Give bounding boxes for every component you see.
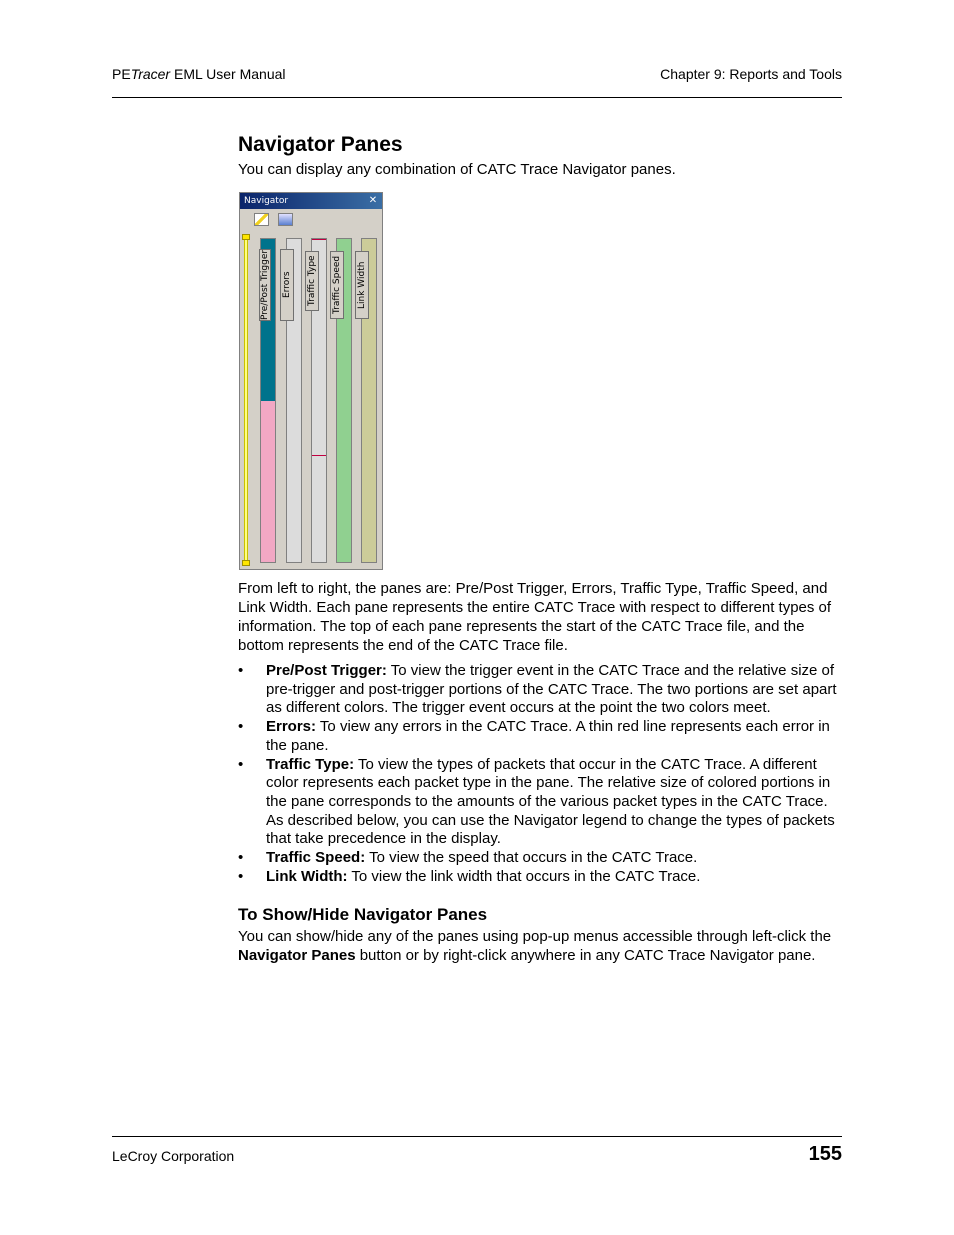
pane-bullets	[238, 662, 842, 886]
bullet-item	[238, 868, 842, 887]
bullet-item	[238, 756, 842, 850]
description-block	[238, 579, 842, 655]
navigator-panes-term: Navigator Panes	[238, 947, 356, 964]
bullet-text: To view the trigger event in the CATC Trace and the relative size of pre-trigger and post-trigger portions of the CATC Trace. The two portions are set apart as different colors. The trigger event occurs at the point the two colors meet.	[266, 662, 837, 717]
bullet-text: To view the speed that occurs in the CATC Trace.	[365, 849, 698, 867]
bullet-term: Pre/Post Trigger:	[266, 662, 387, 679]
pane-label-errors: Errors	[280, 249, 294, 321]
pane-label-pre-post-trigger: Pre/Post Trigger	[260, 249, 270, 321]
product-prefix: PE	[112, 66, 131, 82]
footer-rule	[112, 1136, 842, 1137]
subsection-title: To Show/Hide Navigator Panes	[238, 905, 488, 924]
bullet-text: To view the link width that occurs in the CATC Trace.	[347, 867, 701, 885]
pane-traffic-speed[interactable]	[332, 238, 352, 563]
navigator-legend-button[interactable]	[278, 213, 293, 226]
bullet-term: Errors:	[266, 718, 317, 736]
navigator-title: Navigator	[244, 196, 289, 206]
bullet-term: Link Width:	[266, 867, 348, 885]
section-title: Navigator Panes	[238, 133, 403, 156]
section-intro	[238, 160, 842, 179]
position-slider-track[interactable]	[244, 237, 248, 563]
navigator-window	[239, 192, 383, 570]
post-trigger-portion	[261, 401, 275, 562]
pane-link-width[interactable]	[357, 238, 377, 563]
description-paragraph: From left to right, the panes are: Pre/Post Trigger, Errors, Traffic Type, Traffic Speed, and Link Width. Each pane represents the entire CATC Trace with respect to different types of information. The top of each pane represents the start of the CATC Trace file, and the bottom represents the end of the CATC Trace file.	[238, 580, 832, 654]
product-suffix: EML User Manual	[170, 66, 286, 82]
running-header-chapter: Chapter 9: Reports and Tools	[660, 66, 842, 82]
pane-label-traffic-speed: Traffic Speed	[330, 251, 344, 319]
intro-paragraph: You can display any combination of CATC Trace Navigator panes.	[238, 161, 676, 178]
bullet-term: Traffic Speed:	[266, 849, 366, 867]
subsection-body	[238, 927, 842, 965]
page-number: 155	[808, 1143, 842, 1165]
bullet-dot: •	[238, 849, 244, 867]
slider-bottom-handle[interactable]	[242, 560, 250, 566]
subsection-text-after: button or by right-click anywhere in any CATC Trace Navigator pane.	[355, 947, 816, 964]
bullet-item	[238, 849, 842, 868]
navigator-panes-button[interactable]	[254, 213, 269, 226]
product-italic: Tracer	[130, 66, 171, 82]
bullet-text: To view the types of packets that occur in the CATC Trace. A different color represents each packet type in the pane. The relative size of colored portions in the pane corresponds to the amounts of the various packet types in the CATC Trace. As described below, you can use the Navigator legend to change the types of packets that take precedence in the display.	[266, 755, 835, 848]
close-icon[interactable]: ✕	[368, 195, 378, 206]
subsection-text-before: You can show/hide any of the panes using pop-up menus accessible through left-click the	[238, 928, 832, 945]
navigator-toolbar	[240, 209, 382, 231]
navigator-titlebar	[240, 193, 382, 209]
pane-pre-post-trigger[interactable]	[260, 238, 276, 563]
bullet-text: To view any errors in the CATC Trace. A thin red line represents each error in the pane.	[266, 718, 830, 754]
bullet-list	[238, 662, 842, 886]
pane-errors[interactable]	[282, 238, 302, 563]
footer-company: LeCroy Corporation	[112, 1148, 235, 1164]
slider-top-handle[interactable]	[242, 234, 250, 240]
pane-label-link-width: Link Width	[355, 251, 369, 319]
header-rule	[112, 97, 842, 98]
pane-label-traffic-type: Traffic Type	[305, 251, 319, 311]
bullet-item	[238, 718, 842, 755]
bullet-dot: •	[238, 662, 244, 679]
error-line	[312, 239, 326, 240]
bullet-item	[238, 662, 842, 718]
bullet-dot: •	[238, 867, 244, 885]
bullet-dot: •	[238, 718, 244, 736]
pane-traffic-type[interactable]	[307, 238, 327, 563]
error-line	[312, 455, 326, 456]
subsection-paragraph	[238, 927, 842, 965]
running-header-title	[112, 66, 286, 82]
bullet-dot: •	[238, 755, 244, 773]
bullet-term: Traffic Type:	[266, 755, 355, 773]
